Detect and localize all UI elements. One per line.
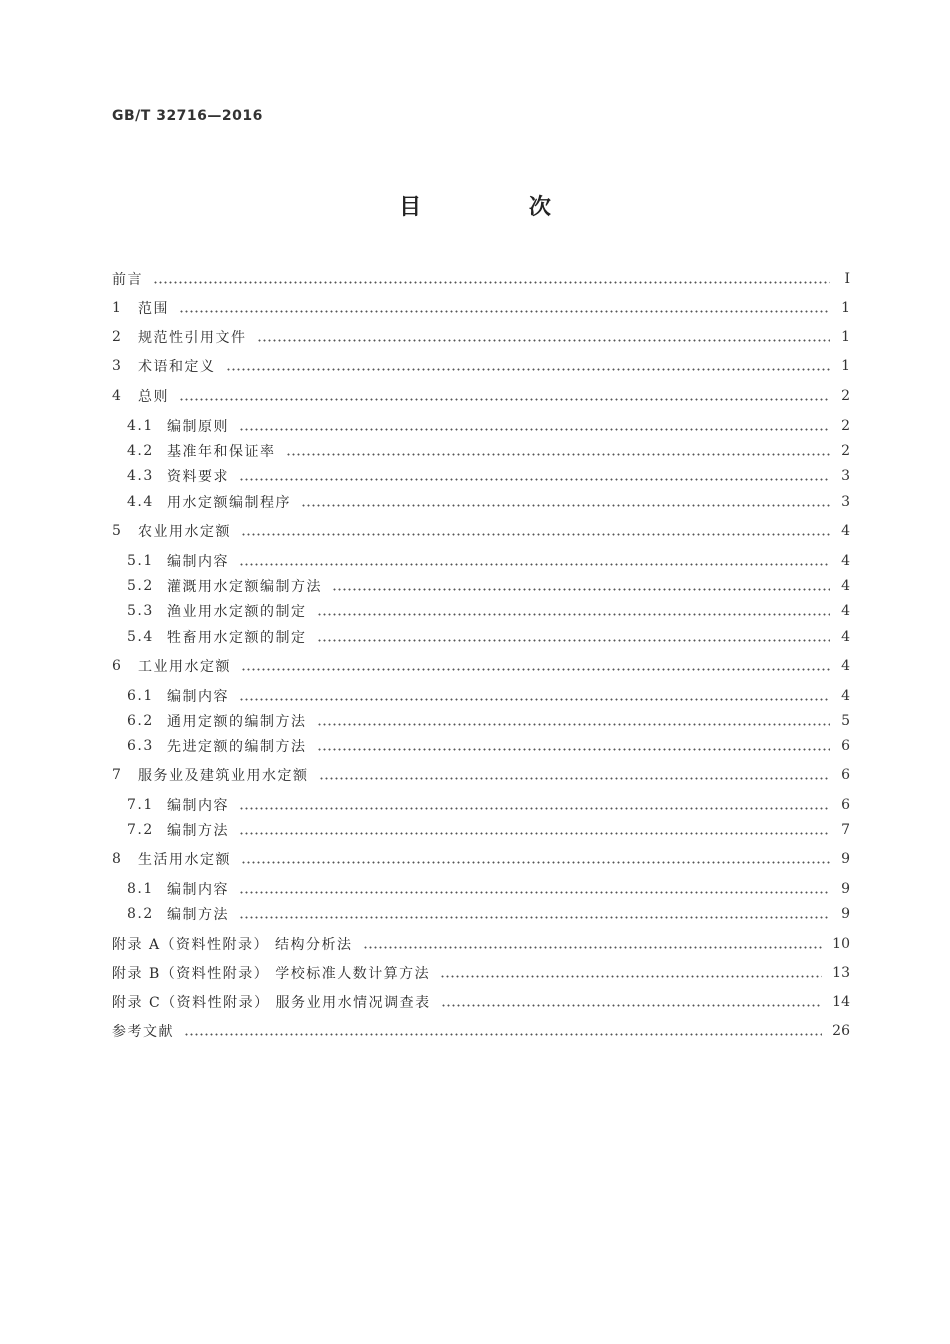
toc-entry-label: 服务业及建筑业用水定额 [138, 768, 309, 784]
toc-entry-number: 4.2 [127, 443, 154, 459]
toc-entry[interactable] [112, 353, 850, 379]
toc-entry-number: 5.1 [127, 553, 154, 569]
dot-leader [239, 916, 830, 919]
toc-entry-page: 3 [841, 494, 850, 510]
toc-entry-page: 9 [841, 851, 850, 867]
toc-entry-number: 1 [112, 300, 123, 316]
toc-entry-page: 4 [841, 658, 850, 674]
toc-entry-label: 编制内容 [167, 798, 229, 814]
toc-entry-number: 6 [112, 658, 123, 674]
toc-entry-label: 编制内容 [167, 554, 229, 570]
toc-entry-number: 8.1 [127, 881, 154, 897]
toc-entry-page: 6 [841, 797, 850, 813]
toc-entry-label: 资料要求 [167, 469, 229, 485]
toc-entry-page: 4 [841, 523, 850, 539]
dot-leader [179, 398, 830, 401]
toc-entry-page: 2 [841, 418, 850, 434]
toc-entry-page: 2 [841, 388, 850, 404]
toc-entry-page: 6 [841, 738, 850, 754]
dot-leader [317, 639, 831, 642]
toc-entry[interactable] [127, 901, 850, 927]
toc-entry[interactable] [127, 489, 850, 515]
dot-leader [363, 946, 823, 949]
dot-leader [332, 588, 830, 591]
toc-entry[interactable] [112, 653, 850, 679]
toc-entry-number: 2 [112, 329, 123, 345]
dot-leader [241, 861, 830, 864]
toc-entry[interactable] [127, 683, 850, 709]
toc-entry-number: 8 [112, 851, 123, 867]
toc-entry-number: 8.2 [127, 906, 154, 922]
dot-leader [184, 1033, 822, 1036]
dot-leader [239, 807, 830, 810]
dot-leader [179, 310, 830, 313]
toc-entry-page: 26 [832, 1023, 850, 1039]
dot-leader [239, 563, 830, 566]
toc-entry-number: 4.1 [127, 418, 154, 434]
toc-entry[interactable] [112, 518, 850, 544]
toc-entry-label: 规范性引用文件 [138, 330, 247, 346]
toc-entry-number: 7.1 [127, 797, 154, 813]
toc-entry-label: 编制方法 [167, 823, 229, 839]
toc-entry-label: 灌溉用水定额编制方法 [167, 579, 322, 595]
toc-entry-label: 农业用水定额 [138, 524, 231, 540]
toc-entry-page: 9 [841, 906, 850, 922]
toc-entry-page: 1 [841, 300, 850, 316]
toc-entry-label: 渔业用水定额的制定 [167, 604, 307, 620]
dot-leader [239, 478, 830, 481]
toc-entry-label: 前言 [112, 272, 143, 288]
toc-entry-page: 4 [841, 578, 850, 594]
dot-leader [317, 748, 831, 751]
toc-entry[interactable] [127, 413, 850, 439]
toc-entry-page: 9 [841, 881, 850, 897]
toc-entry-label: 编制内容 [167, 882, 229, 898]
toc-entry[interactable] [127, 624, 850, 650]
toc-entry-label: 先进定额的编制方法 [167, 739, 307, 755]
toc-entry[interactable] [112, 931, 850, 957]
toc-entry-label: 编制内容 [167, 689, 229, 705]
toc-entry-number: 4 [112, 388, 123, 404]
toc-entry-page: 4 [841, 603, 850, 619]
toc-entry-label: 牲畜用水定额的制定 [167, 630, 307, 646]
toc-entry[interactable] [127, 573, 850, 599]
dot-leader [241, 533, 830, 536]
toc-entry-label: 生活用水定额 [138, 852, 231, 868]
toc-entry[interactable] [112, 383, 850, 409]
dot-leader [317, 723, 831, 726]
toc-entry-page: 1 [841, 329, 850, 345]
toc-entry-label: 用水定额编制程序 [167, 495, 291, 511]
dot-leader [153, 281, 830, 284]
dot-leader [301, 504, 830, 507]
dot-leader [239, 428, 830, 431]
toc-entry-label: 附录 C（资料性附录） 服务业用水情况调查表 [112, 995, 431, 1011]
dot-leader [286, 453, 831, 456]
toc-entry[interactable] [112, 1018, 850, 1044]
dot-leader [226, 368, 831, 371]
dot-leader [319, 777, 831, 780]
toc-entry-page: 4 [841, 629, 850, 645]
toc-entry-number: 7 [112, 767, 123, 783]
toc-entry-number: 5.4 [127, 629, 154, 645]
toc-entry-page: 1 [841, 358, 850, 374]
document-code: GB/T 32716—2016 [112, 108, 263, 124]
toc-entry-label: 总则 [138, 389, 169, 405]
toc-entry[interactable] [127, 548, 850, 574]
toc-entry-page: I [844, 271, 850, 287]
toc-entry-page: 14 [832, 994, 850, 1010]
toc-entry-number: 4.4 [127, 494, 154, 510]
toc-entry-number: 6.3 [127, 738, 154, 754]
dot-leader [440, 975, 822, 978]
toc-entry-label: 编制原则 [167, 419, 229, 435]
toc-entry-number: 5.3 [127, 603, 154, 619]
toc-entry-page: 10 [832, 936, 850, 952]
toc-entry[interactable] [127, 792, 850, 818]
toc-entry[interactable] [127, 876, 850, 902]
toc-entry[interactable] [112, 989, 850, 1015]
toc-entry[interactable] [112, 960, 850, 986]
toc-entry[interactable] [127, 598, 850, 624]
toc-entry-number: 4.3 [127, 468, 154, 484]
toc-entry[interactable] [112, 324, 850, 350]
toc-entry[interactable] [127, 733, 850, 759]
toc-entry-page: 13 [832, 965, 850, 981]
toc-entry[interactable] [112, 846, 850, 872]
page-title: 目 次 [399, 195, 601, 220]
dot-leader [257, 339, 831, 342]
dot-leader [441, 1004, 823, 1007]
toc-entry[interactable] [112, 295, 850, 321]
toc-entry[interactable] [127, 817, 850, 843]
toc-entry-label: 工业用水定额 [138, 659, 231, 675]
toc-entry-number: 3 [112, 358, 123, 374]
toc-entry[interactable] [127, 463, 850, 489]
toc-entry-number: 6.1 [127, 688, 154, 704]
toc-entry-page: 3 [841, 468, 850, 484]
toc-entry-label: 通用定额的编制方法 [167, 714, 307, 730]
toc-entry-label: 附录 A（资料性附录） 结构分析法 [112, 937, 353, 953]
toc-entry-page: 4 [841, 688, 850, 704]
toc-entry-number: 5.2 [127, 578, 154, 594]
toc-entry-number: 5 [112, 523, 123, 539]
toc-entry-label: 参考文献 [112, 1024, 174, 1040]
toc-entry-label: 编制方法 [167, 907, 229, 923]
toc-entry[interactable] [127, 708, 850, 734]
toc-entry-page: 7 [841, 822, 850, 838]
toc-entry-label: 附录 B（资料性附录） 学校标准人数计算方法 [112, 966, 431, 982]
dot-leader [239, 891, 830, 894]
dot-leader [239, 832, 830, 835]
toc-entry-number: 6.2 [127, 713, 154, 729]
toc-entry-page: 5 [841, 713, 850, 729]
toc-entry[interactable] [112, 266, 850, 292]
dot-leader [239, 698, 830, 701]
toc-entry-page: 4 [841, 553, 850, 569]
toc-entry[interactable] [127, 438, 850, 464]
toc-entry[interactable] [112, 762, 850, 788]
toc-entry-page: 2 [841, 443, 850, 459]
toc-entry-label: 基准年和保证率 [167, 444, 276, 460]
toc-entry-label: 术语和定义 [138, 359, 216, 375]
toc-entry-label: 范围 [138, 301, 169, 317]
toc-entry-page: 6 [841, 767, 850, 783]
dot-leader [241, 668, 830, 671]
dot-leader [317, 613, 831, 616]
toc-entry-number: 7.2 [127, 822, 154, 838]
